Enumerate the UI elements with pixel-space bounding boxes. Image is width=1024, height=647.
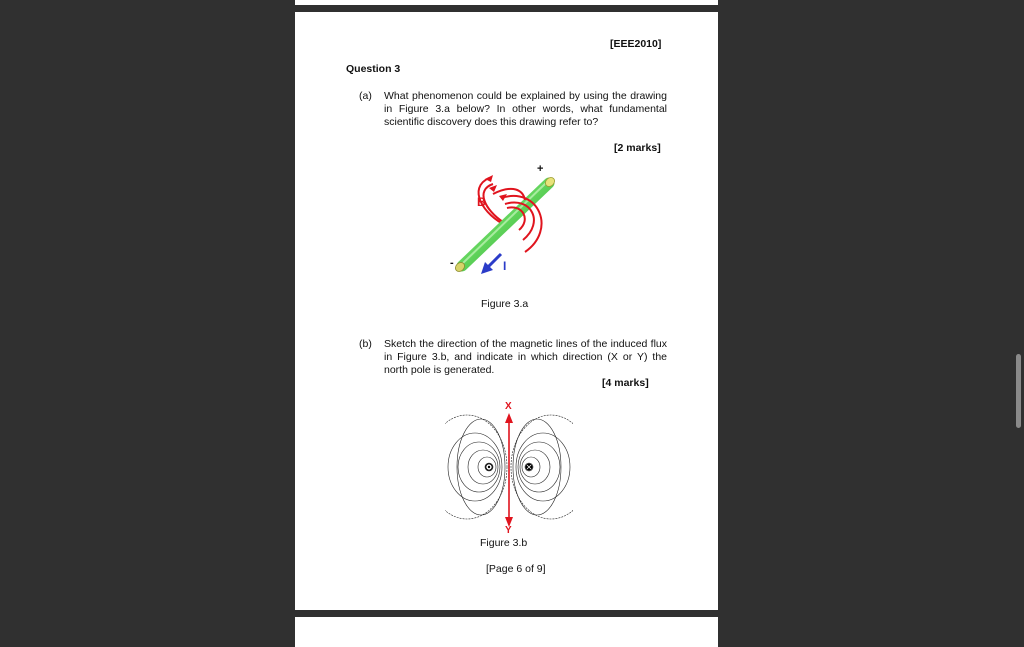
current-arrow: [481, 254, 501, 274]
part-a-text: What phenomenon could be explained by using the drawing in Figure 3.a below? In other words, what fundamental scientific discovery does this drawing refer to?: [384, 90, 667, 128]
course-code: [EEE2010]: [610, 38, 662, 50]
document-page: [295, 12, 718, 610]
figure-3b: [445, 397, 573, 533]
minus-label: -: [450, 257, 454, 269]
conductor-dot-left: [486, 464, 492, 470]
field-lines-right: [511, 415, 573, 519]
part-a-label: (a): [359, 90, 372, 102]
question-title: Question 3: [346, 63, 401, 75]
figure-3b-caption: Figure 3.b: [480, 537, 528, 549]
part-a-marks: [2 marks]: [614, 142, 661, 154]
figure-3a: [445, 160, 575, 280]
plus-label: +: [537, 163, 544, 175]
axis-arrow-xy: [505, 413, 513, 527]
vertical-scrollbar[interactable]: [1016, 354, 1021, 428]
i-label: I: [503, 259, 507, 273]
page-number: [Page 6 of 9]: [486, 563, 546, 575]
figure-3a-caption: Figure 3.a: [481, 298, 529, 310]
next-page: [295, 617, 718, 647]
conductor-cross-right: [525, 463, 532, 470]
y-label: Y: [505, 525, 512, 533]
b-label: B: [477, 195, 486, 209]
part-b-label: (b): [359, 338, 372, 350]
previous-page: [295, 0, 718, 5]
field-arrowheads: [485, 175, 507, 201]
field-lines-left: [445, 415, 507, 519]
part-b-marks: [4 marks]: [602, 377, 649, 389]
part-b-text: Sketch the direction of the magnetic lines of the induced flux in Figure 3.b, and indicate in which direction (X or Y) the north pole is generated.: [384, 338, 667, 376]
x-label: X: [505, 401, 512, 412]
